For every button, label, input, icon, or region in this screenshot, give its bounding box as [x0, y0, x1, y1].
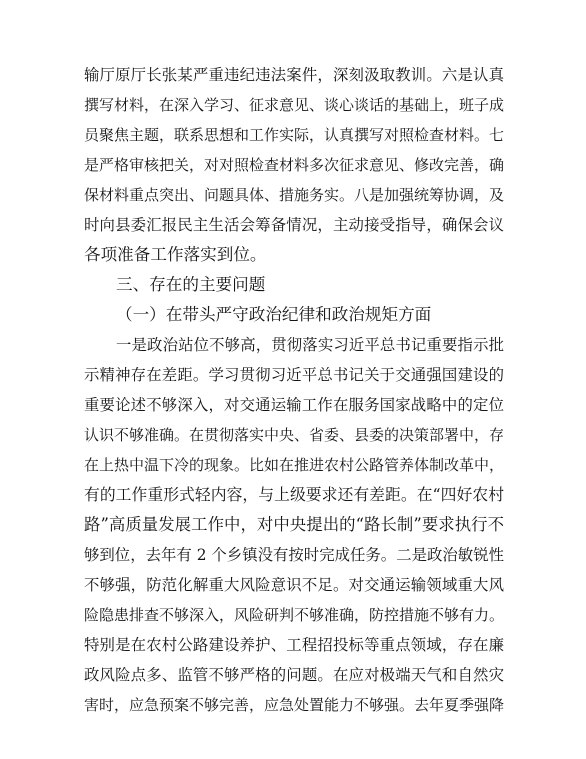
body-text-line: 员聚焦主题，联系思想和工作实际，认真撰写对照检查材料。七 [84, 126, 505, 144]
body-text-line: 有的工作重形式轻内容，与上级要求还有差距。在“四好农村 [84, 485, 504, 504]
body-text-line: 重要论述不够深入，对交通运输工作在服务国家战略中的定位 [84, 396, 504, 414]
body-text-line: 一是政治站位不够高，贯彻落实习近平总书记重要指示批 [116, 336, 504, 354]
body-text-line: 特别是在农村公路建设养护、工程招投标等重点领域，存在廉 [84, 636, 504, 654]
section-heading: 三、存在的主要问题 [116, 275, 266, 294]
body-text-line: 各项准备工作落实到位。 [84, 245, 267, 264]
body-text-line: 示精神存在差距。学习贯彻习近平总书记关于交通强国建设的 [84, 366, 504, 384]
body-text-line: 认识不够准确。在贯彻落实中央、省委、县委的决策部署中，存 [84, 426, 505, 444]
body-text-line: 害时，应急预案不够完善，应急处置能力不够强。去年夏季强降 [84, 696, 505, 714]
body-text-line: 时向县委汇报民主生活会筹备情况，主动接受指导，确保会议 [84, 216, 504, 234]
body-text-line: 保材料重点突出、问题具体、措施务实。八是加强统筹协调，及 [84, 186, 505, 204]
body-text-line: 不够强，防范化解重大风险意识不足。对交通运输领域重大风 [84, 576, 504, 594]
body-text-line: 路”高质量发展工作中，对中央提出的“路长制”要求执行不 [84, 515, 504, 534]
body-text-line: 是严格审核把关，对对照检查材料多次征求意见、修改完善，确 [84, 156, 505, 174]
body-text-line: 输厅原厅长张某严重违纪违法案件，深刻汲取教训。六是认真 [84, 66, 504, 84]
subsection-heading: （一）在带头严守政治纪律和政治规矩方面 [116, 305, 432, 324]
body-text-line: 撰写材料，在深入学习、征求意见、谈心谈话的基础上，班子成 [84, 96, 505, 114]
body-text-line: 在上热中温下冷的现象。比如在推进农村公路管养体制改革中， [84, 456, 505, 474]
body-text-line: 够到位，去年有 2 个乡镇没有按时完成任务。二是政治敏锐性 [84, 546, 504, 564]
body-text-line: 政风险点多、监管不够严格的问题。在应对极端天气和自然灾 [84, 666, 504, 684]
body-text-line: 险隐患排查不够深入，风险研判不够准确，防控措施不够有力。 [84, 606, 505, 624]
